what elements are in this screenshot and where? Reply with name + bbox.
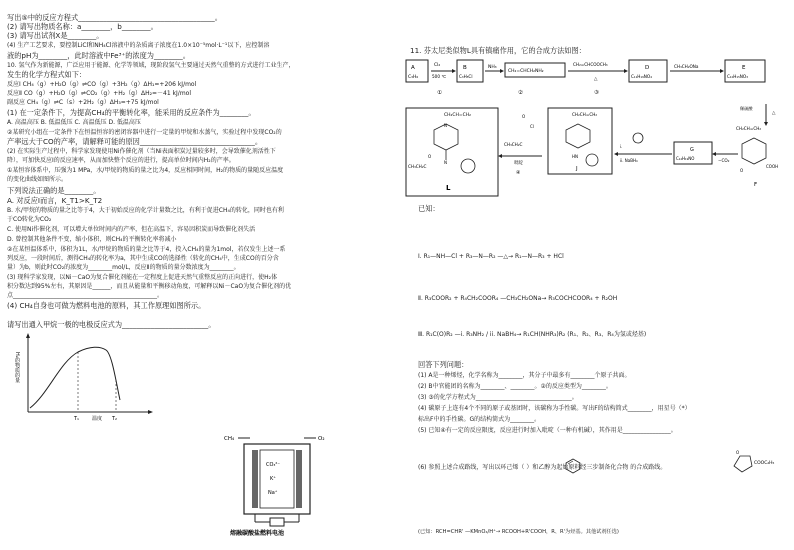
f-o: O bbox=[740, 168, 744, 173]
box-allylamine-text: CH₂=CHCH₂NH₂ bbox=[508, 69, 544, 74]
f-cooh: COOH bbox=[766, 164, 779, 169]
j-label: J bbox=[576, 166, 578, 172]
cell-ion-co3: CO₃²⁻ bbox=[266, 462, 281, 468]
right-column bbox=[398, 0, 794, 550]
text-line: (2) 在实际生产过程中，科学家发现使用Ni作催化剂（当Ni表面积炭过量较多时，会导致催化剂活性下 bbox=[7, 148, 276, 155]
text-line: ②某研究小组在一定条件下在恒温恒容的密闭容器中进行一定量的甲烷和水蒸气，实验过程中发现CO₂的 bbox=[7, 129, 282, 136]
text-line: 产率远大于CO的产率，请解释可能的原因________________________________。 bbox=[7, 137, 263, 146]
reagent-heat: △ bbox=[594, 77, 598, 82]
text-line: 降），可加快反应Ⅰ的反应速率，从而加快整个反应的进行，提高单位时间内H₂的产率。 bbox=[7, 157, 235, 164]
box-b-label: B bbox=[463, 65, 467, 71]
text-line: 点________________________________________________。 bbox=[7, 292, 164, 299]
box-j bbox=[548, 108, 612, 174]
option-c: C. 使用Ni作催化剂，可以增大单位时间内的产率，但在高温下，容易因积炭而导致催化剂失活 bbox=[7, 226, 256, 233]
left-column bbox=[0, 0, 396, 550]
box-d-formula: C₁₁H₁₉NO₄ bbox=[631, 74, 652, 79]
text-line: 量）为b，则此时CO₂的浓度为________mol/L，反应Ⅱ的物质的量分数浓度为________。 bbox=[7, 264, 240, 271]
reagent-co2: −CO₂ bbox=[718, 158, 730, 163]
text-line: 发生的化学方程式如下： bbox=[7, 70, 87, 79]
reagent-g-2: ii. NaBH₄ bbox=[620, 158, 638, 163]
text-line: (4) CH₄自身也可做为燃料电池的原料，其工作原理如图所示。 bbox=[7, 301, 206, 310]
step-3: ③ bbox=[594, 90, 599, 96]
reagent-g-1: i. bbox=[620, 144, 623, 149]
side-reaction: 副反应 CH₄（g）⇌C（s）+2H₂（g）ΔH₃=+75 kJ/mol bbox=[7, 99, 159, 106]
text-line: 写出⑤中的反应方程式______________________________________。 bbox=[7, 13, 222, 22]
reagent-naoet: CH₃CH₂ONa bbox=[674, 64, 699, 69]
step-2: ② bbox=[518, 90, 523, 96]
reaction-2: 反应Ⅱ CO（g）+H₂O（g）⇌CO₂（g）+H₂（g）ΔH₂=－41 kJ/mol bbox=[7, 90, 192, 97]
question-11-6-note: (已知：RCH=CHR' —KMnO₄/H⁺→ RCOOH+R'COOH，R、R'为烃基。其他试剂任选) bbox=[418, 529, 619, 535]
question-11-1: (1) A是一种烯烃，化学名称为________，其分子中最多有________个原子共面。 bbox=[418, 372, 631, 379]
l-n2: N bbox=[444, 160, 447, 165]
reagent-acrylate: CH₂=CHCOOCH₃ bbox=[573, 62, 608, 67]
f-label: F bbox=[754, 182, 758, 188]
l-amide: CH₃CH₂C bbox=[408, 164, 427, 169]
reagent-dilute-acid: 稀硫酸 bbox=[740, 106, 753, 111]
text-line: (1) 在一定条件下，为提高CH₄的平衡转化率，能采用的反应条件为________。 bbox=[7, 108, 256, 117]
box-d-label: D bbox=[645, 65, 650, 71]
box-e-formula: C₁₀H₁₅NO₃ bbox=[727, 74, 748, 79]
cell-o2-label: O₂ bbox=[318, 436, 325, 442]
reagent-cl2: Cl₂ bbox=[434, 63, 441, 68]
reagent-nh3: NH₃ bbox=[488, 65, 497, 70]
l-vinyl: CH₂CH=CH₂ bbox=[444, 113, 471, 118]
known-reaction-1: Ⅰ. R₁—NH—Cl + R₃—N—R₂ —△→ R₁—N—R₃ + HCl bbox=[418, 253, 564, 260]
graph-t1: T₁ bbox=[74, 416, 80, 422]
option-b-cont: 于CO转化为CO₂ bbox=[7, 216, 52, 223]
synthesis-flow-bottom bbox=[404, 104, 790, 200]
question-11-5: (5) 已知④有一定的反应限度，反应进行时加入吡啶（一种有机碱），其作用是________________。 bbox=[418, 427, 677, 434]
synthesis-flow-top bbox=[404, 58, 790, 102]
target-product-structure bbox=[724, 448, 790, 476]
option-b: B. 水/甲烷的物质的量之比等于4，大于初始反应的化学计量数之比，有利于促进CH₄的转化，同时也有利 bbox=[7, 207, 284, 214]
text-line: (3) 现科学家发现，以Ni－CaO为复合催化剂能在一定程度上促进天然气重整反应的正向进行，使H₂体 bbox=[7, 274, 278, 281]
text-line: 的变化曲线如图所示。 bbox=[7, 176, 68, 183]
text-line: 请写出通入甲烷一极的电极反应式为________________________。 bbox=[7, 320, 216, 329]
options-line: A. 高温高压 B. 低温低压 C. 高温低压 D. 低温高压 bbox=[7, 119, 141, 126]
box-l bbox=[406, 108, 498, 196]
box-g-label: G bbox=[690, 147, 694, 153]
option-d: D. 曾控制其他条件不变，缩小体积，则CH₄的平衡转化率将减小 bbox=[7, 236, 177, 243]
question-11-3: (3) ③的化学方程式为________________________________。 bbox=[418, 394, 578, 401]
graph-ylabel: H₂的物质的量 bbox=[14, 352, 20, 383]
reagent-pyridine: 吡啶 bbox=[514, 161, 523, 166]
svg-text:O: O bbox=[736, 450, 740, 455]
f-vinyl: CH₂CH=CH₂ bbox=[736, 126, 762, 131]
known-reaction-3: Ⅲ. R₁C(O)R₂ —i. R₃NH₂ / ii. NaBH₄→ R₁CH(NHR₃)R₂ (R₁、R₂、R₃、R₄为氢或烃基) bbox=[418, 331, 647, 338]
text-line: ②在某恒温体系中，体积为1L，水/甲烷的物质的量之比等于4，投入CH₄的量为1mol，若仅发生上述一系 bbox=[7, 246, 286, 253]
l-o: O bbox=[428, 154, 432, 159]
h2-temperature-graph bbox=[8, 332, 158, 422]
option-a: A. 对反应Ⅰ而言，K_T1>K_T2 bbox=[7, 196, 103, 205]
answer-prompt: 回答下列问题： bbox=[418, 360, 469, 369]
acyl-chloride-cl: Cl bbox=[530, 124, 534, 129]
box-a-formula: C₃H₆ bbox=[408, 75, 419, 80]
graph-xlabel: 温度 bbox=[92, 416, 103, 422]
fuel-cell-diagram bbox=[222, 430, 332, 538]
acyl-chloride-chain: CH₃CH₂C bbox=[504, 142, 523, 147]
known-reaction-2: Ⅱ. R₃COOR₂ + R₄CH₂COOR₄ —CH₃CH₂ONa→ R₃COCHCOOR₄ + R₂OH bbox=[418, 295, 618, 302]
text-line: (4) 生产工艺要求，要控制LiCl和NH₄Cl溶液中的杂质离子浓度在1.0×10⁻⁵mol·L⁻¹以下，应控制溶 bbox=[7, 42, 270, 49]
text-line: (2) 请写出物质名称：a________，b________。 bbox=[7, 22, 158, 31]
cell-ion-na: Na⁺ bbox=[268, 490, 278, 496]
product-ester: COOC₂H₅ bbox=[754, 461, 775, 466]
j-vinyl: CH₂CH=CH₂ bbox=[572, 112, 598, 117]
box-a-label: A bbox=[411, 65, 415, 71]
text-line: (3) 请写出试剂X是________。 bbox=[7, 31, 104, 40]
cell-ion-k: K⁺ bbox=[270, 476, 276, 482]
acyl-chloride-o: O bbox=[522, 114, 526, 119]
question-11-2: (2) B中官能团的名称为________、________。②的反应类型为________。 bbox=[418, 383, 612, 390]
text-line: ①某恒容体系中，压强为1 MPa，水/甲烷的物质的量之比为4，反应相同时间，H₂的物质的量随反应温度 bbox=[7, 167, 284, 174]
question-11-4-cont: 标出F中的手性碳。G的结构简式为________。 bbox=[418, 416, 541, 423]
text-line: 积分数达到95%左右，其原因是______，而且从能量和平衡移动角度，可解释以Ni－CaO为复合催化剂的优 bbox=[7, 283, 292, 290]
text-line: 列反应，一段时间后，测得CH₄的转化率为a，其中生成CO的选择性（转化的CH₄中，生成CO的百分含 bbox=[7, 255, 279, 262]
reaction-1: 反应Ⅰ CH₄（g）+H₂O（g）⇌CO（g）+3H₂（g）ΔH₁=+206 kJ/mol bbox=[7, 81, 197, 88]
text-line: 液的pH为________，此时溶液中Fe³⁺的浓度为________。 bbox=[7, 51, 190, 60]
box-e-label: E bbox=[742, 65, 746, 71]
reagent-500: 500 ℃ bbox=[432, 74, 447, 79]
box-b-formula: C₃H₅Cl bbox=[459, 74, 473, 79]
reagent-ef-heat: △ bbox=[772, 111, 776, 116]
graph-t2: T₂ bbox=[112, 416, 118, 422]
question-11-4: (4) 碳原子上连有4个不同的原子或基团时，该碳称为手性碳。写出F的结构简式________，用星号（*） bbox=[418, 405, 691, 412]
box-g-formula: C₁₄H₁₉NO bbox=[676, 156, 695, 161]
question-11: 11. 芬太尼类似物L具有镇痛作用，它的合成方法如图： bbox=[410, 46, 586, 55]
known-title: 已知： bbox=[418, 204, 440, 213]
j-nh: HN bbox=[572, 154, 578, 159]
cell-caption: 熔融碳酸盐燃料电池 bbox=[230, 530, 285, 537]
question-10: 10. 氢气作为新能源，广泛应用于能源、化学等领域，现阶段氢气主要通过天然气重整的方式进行工业生产， bbox=[7, 62, 295, 69]
l-label: L bbox=[446, 184, 451, 192]
question-11-6: (6) 参照上述合成路线，写出以环己烯（ ）和乙醇为起始原料经三步制备化合物 的合成路线。 bbox=[418, 464, 667, 471]
cyclohexene-icon bbox=[564, 458, 582, 474]
step-4: ④ bbox=[516, 170, 521, 176]
step-1: ① bbox=[437, 90, 442, 96]
text-line: 下列说法正确的是________。 bbox=[7, 186, 101, 195]
cell-ch4-label: CH₄ bbox=[224, 436, 235, 442]
l-n: N bbox=[444, 123, 447, 128]
